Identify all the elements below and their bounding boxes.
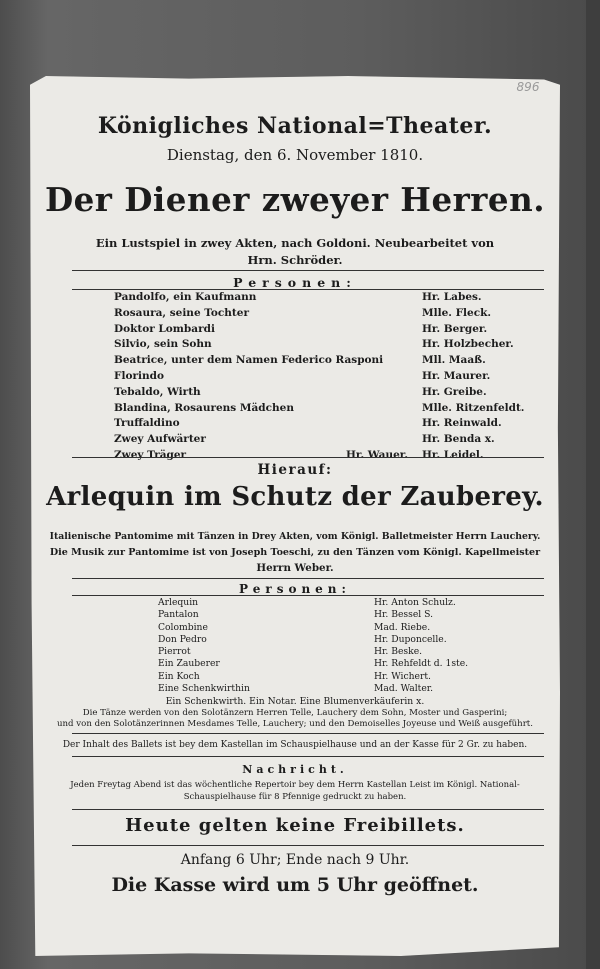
cast-actor: Hr. Leidel. — [422, 448, 484, 461]
cast-role: Eine Schenkwirthin — [158, 683, 250, 695]
play2-subtitle-3: Herrn Weber. — [256, 562, 334, 574]
free-tickets-notice: Heute gelten keine Freibillets. — [125, 815, 465, 836]
divider — [72, 595, 544, 596]
cast-actor: Mad. Riebe. — [374, 621, 431, 633]
cast-role: Zwey Aufwärter — [114, 433, 206, 446]
cast-row — [114, 417, 514, 433]
cast-role: Truffaldino — [114, 417, 180, 430]
divider — [72, 289, 544, 290]
cast-actor: Hr. Beske. — [374, 646, 423, 658]
cast-actor: Hr. Berger. — [422, 322, 488, 335]
cast-row — [158, 634, 518, 646]
cast-actor-2: Hr. Wauer. — [346, 448, 409, 461]
play1-subtitle-1: Ein Lustspiel in zwey Akten, nach Goldoni. Neubearbeitet von — [95, 236, 495, 250]
play1-subtitle-2: Hrn. Schröder. — [247, 253, 343, 267]
ballet-note: Der Inhalt des Ballets ist bey dem Kastellan im Schauspielhause und an der Kasse für 2 Gr. zu haben. — [62, 740, 528, 750]
cast-row — [114, 338, 514, 354]
cast-row — [114, 401, 525, 418]
cast-row — [158, 658, 518, 670]
cast-role: Florindo — [114, 369, 164, 382]
cast-role: Tebaldo, Wirth — [114, 385, 201, 398]
cast-row — [158, 609, 518, 621]
cast-row — [114, 370, 514, 386]
theater-name: Königliches National=Theater. — [97, 113, 493, 139]
cast-row — [158, 646, 518, 658]
notice-line-2: Schauspielhause für 8 Pfennige gedruckt zu haben. — [183, 792, 407, 802]
start-end-times: Anfang 6 Uhr; Ende nach 9 Uhr. — [180, 852, 410, 868]
cast-actor: Mlle. Fleck. — [422, 306, 492, 319]
cast-row — [158, 671, 518, 683]
divider — [72, 756, 544, 757]
cast-actor: Hr. Bessel S. — [374, 609, 434, 621]
divider — [72, 733, 544, 734]
cast-row — [158, 683, 518, 695]
play2-extras: Ein Schenkwirth. Ein Notar. Eine Blumenverkäuferin x. — [165, 696, 425, 707]
play1-cast-list — [114, 291, 525, 465]
cast-actor: Hr. Benda x. — [422, 433, 495, 446]
divider — [72, 578, 544, 579]
cast-role: Blandina, Rosaurens Mädchen — [114, 401, 294, 414]
cast-actor: Hr. Labes. — [422, 291, 482, 303]
play1-title: Der Diener zweyer Herren. — [44, 180, 546, 219]
cast-role: Silvio, sein Sohn — [114, 338, 212, 351]
dances-line-2: und von den Solotänzerinnen Mesdames Telle, Lauchery; und den Demoiselles Joyeuse und Weiß ausgeführt. — [56, 719, 533, 729]
notice-line-1: Jeden Freytag Abend ist das wöchentliche Repertoir bey dem Herrn Kastellan Leist im Königl. National- — [70, 780, 520, 790]
cast-actor: Hr. Wichert. — [374, 670, 431, 682]
cast-actor: Hr. Reinwald. — [422, 417, 502, 430]
box-office-opening: Die Kasse wird um 5 Uhr geöffnet. — [111, 874, 479, 896]
play2-cast-list — [158, 597, 518, 695]
cast-role: Rosaura, seine Tochter — [114, 306, 249, 319]
scan-edge — [586, 0, 600, 969]
cast-role: Arlequin — [158, 597, 199, 608]
notice-heading: Nachricht. — [242, 763, 348, 776]
play2-title: Arlequin im Schutz der Zauberey. — [46, 482, 544, 512]
hierauf-label: Hierauf: — [257, 462, 333, 478]
cast-role: Beatrice, unter dem Namen Federico Rasponi — [114, 354, 384, 367]
cast-role: Pantalon — [158, 609, 199, 621]
cast-row — [158, 597, 518, 609]
cast-row — [114, 433, 514, 449]
cast-actor: Hr. Maurer. — [422, 369, 491, 382]
cast-role: Ein Zauberer — [158, 658, 220, 670]
divider — [72, 457, 544, 458]
archive-number: 896 — [516, 80, 540, 94]
divider — [72, 809, 544, 810]
cast-actor: Mlle. Ritzenfeldt. — [422, 401, 525, 414]
play1-personen-heading: Personen: — [233, 275, 357, 290]
divider — [72, 270, 544, 271]
play2-subtitle-2: Die Musik zur Pantomime ist von Joseph Toeschi, zu den Tänzen vom Königl. Kapellmeister — [49, 547, 541, 558]
cast-actor: Hr. Greibe. — [422, 385, 487, 398]
cast-row — [114, 354, 514, 370]
cast-role: Doktor Lombardi — [114, 322, 215, 335]
cast-role: Pierrot — [158, 646, 191, 658]
cast-actor: Hr. Duponcelle. — [374, 633, 447, 645]
cast-role: Colombine — [158, 621, 208, 633]
cast-role: Ein Koch — [158, 670, 200, 682]
dances-line-1: Die Tänze werden von den Solotänzern Herren Telle, Lauchery dem Sohn, Moster und Gasperini; — [82, 708, 508, 718]
cast-row — [158, 622, 518, 634]
play2-subtitle-1: Italienische Pantomime mit Tänzen in Drey Akten, vom Königl. Balletmeister Herrn Lauchery. — [49, 531, 541, 542]
cast-row — [114, 386, 514, 402]
cast-actor: Mll. Maaß. — [422, 354, 486, 367]
play2-personen-heading: Personen: — [239, 582, 351, 596]
cast-role: Pandolfo, ein Kaufmann — [114, 291, 257, 303]
cast-row — [114, 323, 514, 339]
cast-row — [114, 307, 514, 323]
cast-actor: Mad. Walter. — [374, 683, 434, 695]
divider — [72, 845, 544, 846]
cast-role: Zwey Träger — [114, 448, 187, 461]
cast-actor: Hr. Anton Schulz. — [374, 597, 456, 608]
cast-role: Don Pedro — [158, 633, 207, 645]
cast-actor: Hr. Rehfeldt d. 1ste. — [374, 658, 469, 670]
cast-row — [114, 291, 514, 307]
performance-date: Dienstag, den 6. November 1810. — [166, 146, 424, 164]
cast-actor: Hr. Holzbecher. — [422, 338, 514, 351]
